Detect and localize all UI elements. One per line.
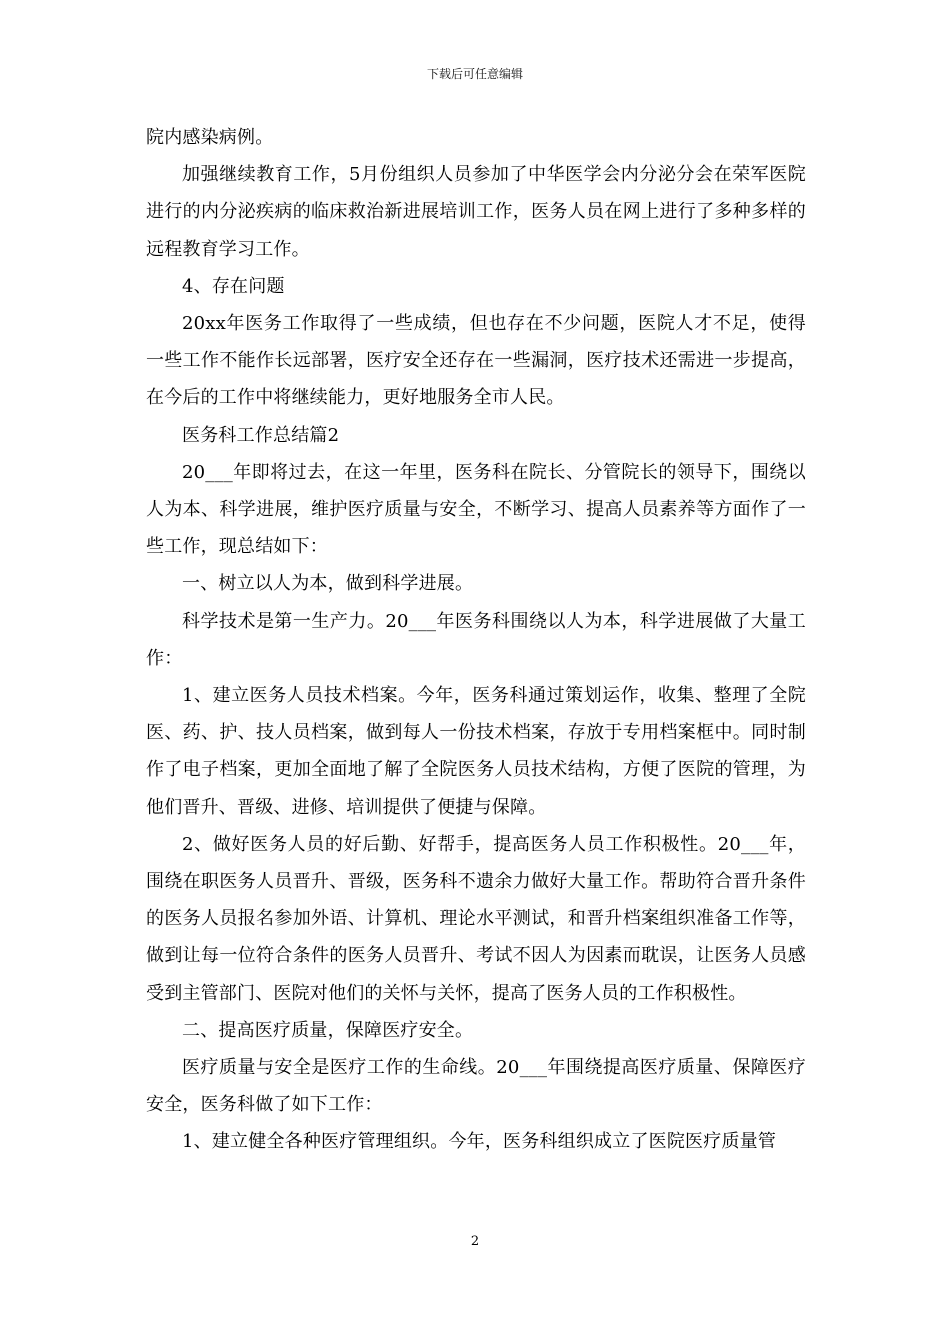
section-heading: 二、提高医疗质量，保障医疗安全。	[182, 1019, 474, 1041]
paragraph: 20___年即将过去，在这一年里，医务科在院长、分管院长的领导下，围绕以人为本、科学进展，维护医疗质量与安全，不断学习、提高人员素养等方面作了一些工作，现总结如下：	[146, 461, 806, 558]
paragraph: 1、建立健全各种医疗管理组织。今年，医务科组织成立了医院医疗质量管	[182, 1131, 777, 1153]
paragraph: 医疗质量与安全是医疗工作的生命线。20___年围绕提高医疗质量、保障医疗安全，医务科做了如下工作：	[146, 1057, 806, 1116]
section-heading: 一、树立以人为本，做到科学进展。	[182, 573, 474, 595]
paragraph: 2、做好医务人员的好后勤、好帮手，提高医务人员工作积极性。20___年，围绕在职医务人员晋升、晋级，医务科不遗余力做好大量工作。帮助符合晋升条件的医务人员报名参加外语、计算机、理论水平测试，和晋升档案组织准备工作等，做到让每一位符合条件的医务人员晋升、考试不因人为因素而耽误，让医务人员感受到主管部门、医院对他们的关怀与关怀，提高了医务人员的工作积极性。	[146, 833, 806, 1004]
section-heading: 4、存在问题	[182, 275, 285, 297]
page-header: 下载后可任意编辑	[426, 67, 523, 81]
page-number: 2	[470, 1234, 480, 1249]
paragraph: 20xx年医务工作取得了一些成绩，但也存在不少问题，医院人才不足，使得一些工作不能作长远部署，医疗安全还存在一些漏洞，医疗技术还需进一步提高，在今后的工作中将继续能力，更好地服务全市人民。	[146, 313, 806, 409]
paragraph: 院内感染病例。	[146, 127, 274, 148]
paragraph: 加强继续教育工作，5月份组织人员参加了中华医学会内分泌分会在荣军医院进行的内分泌疾病的临床救治新进展培训工作，医务人员在网上进行了多种多样的远程教育学习工作。	[146, 164, 806, 260]
section-heading: 医务科工作总结篇2	[182, 424, 340, 446]
paragraph: 1、建立医务人员技术档案。今年，医务科通过策划运作，收集、整理了全院医、药、护、技人员档案，做到每人一份技术档案，存放于专用档案框中。同时制作了电子档案，更加全面地了解了全院医务人员技术结构，方便了医院的管理，为他们晋升、晋级、进修、培训提供了便捷与保障。	[146, 685, 806, 818]
paragraph: 科学技术是第一生产力。20___年医务科围绕以人为本，科学进展做了大量工作：	[146, 610, 806, 669]
document-body	[146, 119, 806, 1161]
